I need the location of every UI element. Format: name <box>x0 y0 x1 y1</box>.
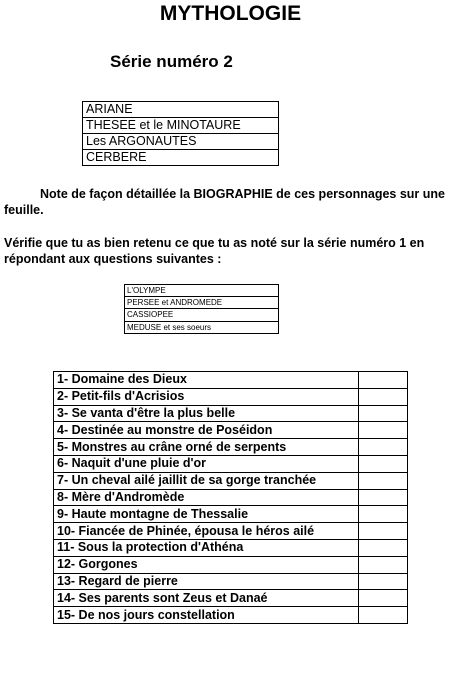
question-row <box>54 607 408 624</box>
instruction-paragraph-2: Vérifie que tu as bien retenu ce que tu as noté sur la série numéro 1 en répondant aux questions suivantes : <box>4 236 425 266</box>
question-text: 5- Monstres au crâne orné de serpents <box>54 439 359 456</box>
topic-cell: PERSEE et ANDROMEDE <box>125 297 279 309</box>
character-cell: Les ARGONAUTES <box>83 134 279 150</box>
question-row <box>54 573 408 590</box>
question-text: 13- Regard de pierre <box>54 573 359 590</box>
topic-cell: MEDUSE et ses soeurs <box>125 321 279 333</box>
question-text: 12- Gorgones <box>54 556 359 573</box>
questions-table <box>53 371 408 624</box>
answer-cell[interactable] <box>359 489 408 506</box>
answer-cell[interactable] <box>359 539 408 556</box>
series-subtitle: Série numéro 2 <box>110 52 233 71</box>
question-row <box>54 388 408 405</box>
characters-table <box>82 101 279 166</box>
question-row <box>54 489 408 506</box>
question-row <box>54 455 408 472</box>
topic-cell: L'OLYMPE <box>125 285 279 297</box>
question-row <box>54 539 408 556</box>
answer-cell[interactable] <box>359 472 408 489</box>
question-text: 7- Un cheval ailé jaillit de sa gorge tranchée <box>54 472 359 489</box>
question-text: 1- Domaine des Dieux <box>54 372 359 389</box>
answer-cell[interactable] <box>359 573 408 590</box>
answer-cell[interactable] <box>359 607 408 624</box>
question-row <box>54 372 408 389</box>
character-cell: ARIANE <box>83 102 279 118</box>
question-row <box>54 590 408 607</box>
question-text: 4- Destinée au monstre de Poséidon <box>54 422 359 439</box>
question-text: 10- Fiancée de Phinée, épousa le héros ailé <box>54 523 359 540</box>
question-text: 11- Sous la protection d'Athéna <box>54 539 359 556</box>
question-row <box>54 506 408 523</box>
topic-cell: CASSIOPEE <box>125 309 279 321</box>
answer-cell[interactable] <box>359 372 408 389</box>
answer-cell[interactable] <box>359 439 408 456</box>
character-cell: CERBERE <box>83 150 279 166</box>
answer-cell[interactable] <box>359 405 408 422</box>
question-text: 9- Haute montagne de Thessalie <box>54 506 359 523</box>
answer-cell[interactable] <box>359 388 408 405</box>
question-text: 6- Naquit d'une pluie d'or <box>54 455 359 472</box>
question-row <box>54 472 408 489</box>
topics-table <box>124 284 279 334</box>
instruction-text-1: Note de façon détaillée la BIOGRAPHIE de ces personnages sur une feuille. <box>4 187 445 217</box>
question-row <box>54 405 408 422</box>
question-row <box>54 439 408 456</box>
answer-cell[interactable] <box>359 422 408 439</box>
question-text: 14- Ses parents sont Zeus et Danaé <box>54 590 359 607</box>
instruction-paragraph-1 <box>4 186 458 218</box>
question-text: 2- Petit-fils d'Acrisios <box>54 388 359 405</box>
answer-cell[interactable] <box>359 523 408 540</box>
page-title: MYTHOLOGIE <box>159 2 302 25</box>
answer-cell[interactable] <box>359 506 408 523</box>
question-row <box>54 523 408 540</box>
answer-cell[interactable] <box>359 455 408 472</box>
question-text: 3- Se vanta d'être la plus belle <box>54 405 359 422</box>
question-text: 8- Mère d'Andromède <box>54 489 359 506</box>
character-cell: THESEE et le MINOTAURE <box>83 118 279 134</box>
question-text: 15- De nos jours constellation <box>54 607 359 624</box>
question-row <box>54 422 408 439</box>
answer-cell[interactable] <box>359 556 408 573</box>
question-row <box>54 556 408 573</box>
answer-cell[interactable] <box>359 590 408 607</box>
